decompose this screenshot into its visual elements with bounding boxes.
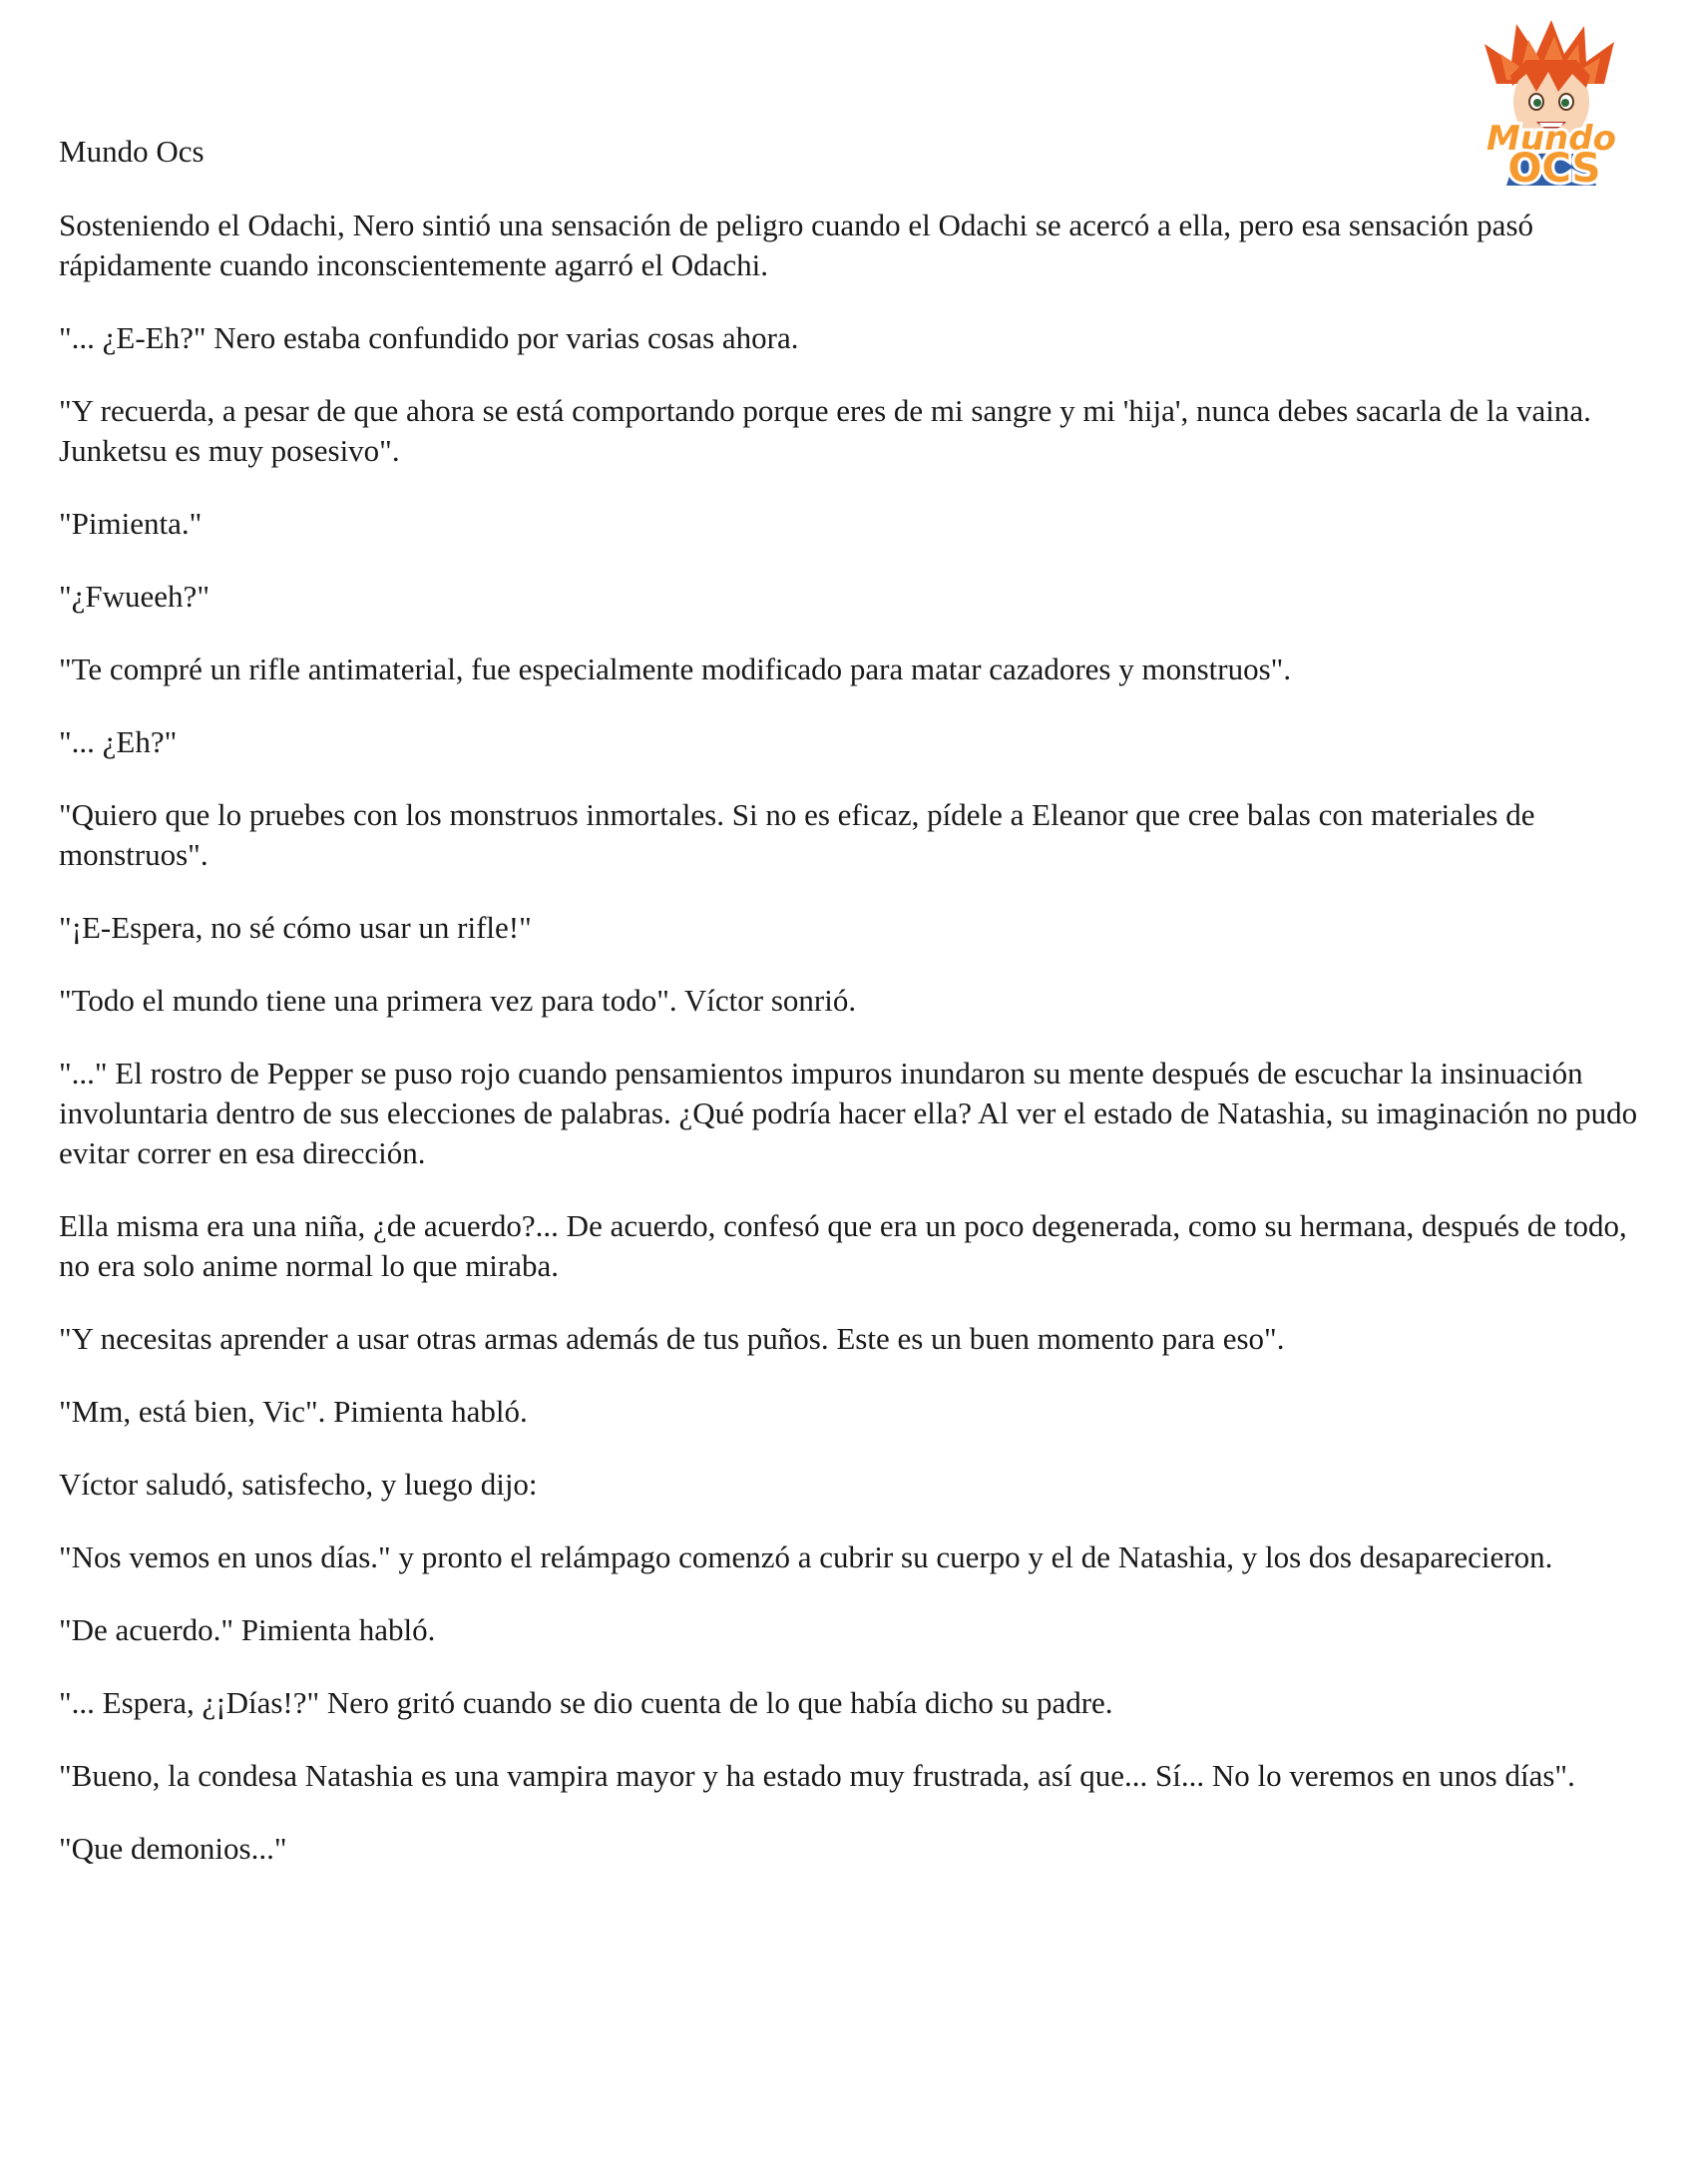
paragraph: Sosteniendo el Odachi, Nero sintió una sensación de peligro cuando el Odachi se acercó a ella, pero esa sensación pasó rápidamente cuando inconscientemente agarró el Odachi. — [59, 208, 1534, 282]
paragraph: "Todo el mundo tiene una primera vez para todo". Víctor sonrió. — [59, 983, 857, 1018]
paragraph: "... ¿E-Eh?" Nero estaba confundido por varias cosas ahora. — [59, 320, 799, 355]
paragraph: "Nos vemos en unos días." y pronto el relámpago comenzó a cubrir su cuerpo y el de Natashia, y los dos desaparecieron. — [59, 1539, 1553, 1574]
svg-text:Mundo: Mundo — [1486, 119, 1616, 159]
paragraph: "Mm, está bien, Vic". Pimienta habló. — [59, 1394, 528, 1429]
chapter-body — [59, 206, 1645, 1902]
paragraph: Ella misma era una niña, ¿de acuerdo?... De acuerdo, confesó que era un poco degenerada, como su hermana, después de todo, no era solo anime normal lo que miraba. — [59, 1208, 1627, 1283]
paragraph: "Y recuerda, a pesar de que ahora se está comportando porque eres de mi sangre y mi 'hija', nunca debes sacarla de la vaina. Junketsu es muy posesivo". — [59, 393, 1591, 468]
mascot-logo-icon — [1467, 14, 1636, 186]
paragraph: "..." El rostro de Pepper se puso rojo cuando pensamientos impuros inundaron su mente después de escuchar la insinuación involuntaria dentro de sus elecciones de palabras. ¿Qué podría hacer ella? Al ver el estado de Natashia, su imaginación no pudo evitar correr en esa dirección. — [59, 1056, 1638, 1170]
paragraph: "Quiero que lo pruebes con los monstruos inmortales. Si no es eficaz, pídele a Eleanor que cree balas con materiales de monstruos". — [59, 797, 1535, 872]
paragraph: "¿Fwueeh?" — [59, 579, 210, 614]
paragraph: "Que demonios..." — [59, 1831, 287, 1866]
svg-text:OCS: OCS — [1507, 146, 1601, 186]
paragraph: Víctor saludó, satisfecho, y luego dijo: — [59, 1467, 538, 1502]
site-header: Mundo Ocs — [59, 134, 205, 169]
paragraph: "Te compré un rifle antimaterial, fue especialmente modificado para matar cazadores y monstruos". — [59, 652, 1292, 686]
paragraph: "... Espera, ¿¡Días!?" Nero gritó cuando se dio cuenta de lo que había dicho su padre. — [59, 1685, 1113, 1720]
paragraph: "Y necesitas aprender a usar otras armas además de tus puños. Este es un buen momento para eso". — [59, 1321, 1285, 1356]
paragraph: "... ¿Eh?" — [59, 724, 178, 759]
paragraph: "¡E-Espera, no sé cómo usar un rifle!" — [59, 910, 532, 945]
paragraph: "De acuerdo." Pimienta habló. — [59, 1612, 436, 1647]
paragraph: "Bueno, la condesa Natashia es una vampira mayor y ha estado muy frustrada, así que... Sí... No lo veremos en unos días". — [59, 1758, 1575, 1793]
paragraph: "Pimienta." — [59, 506, 203, 541]
